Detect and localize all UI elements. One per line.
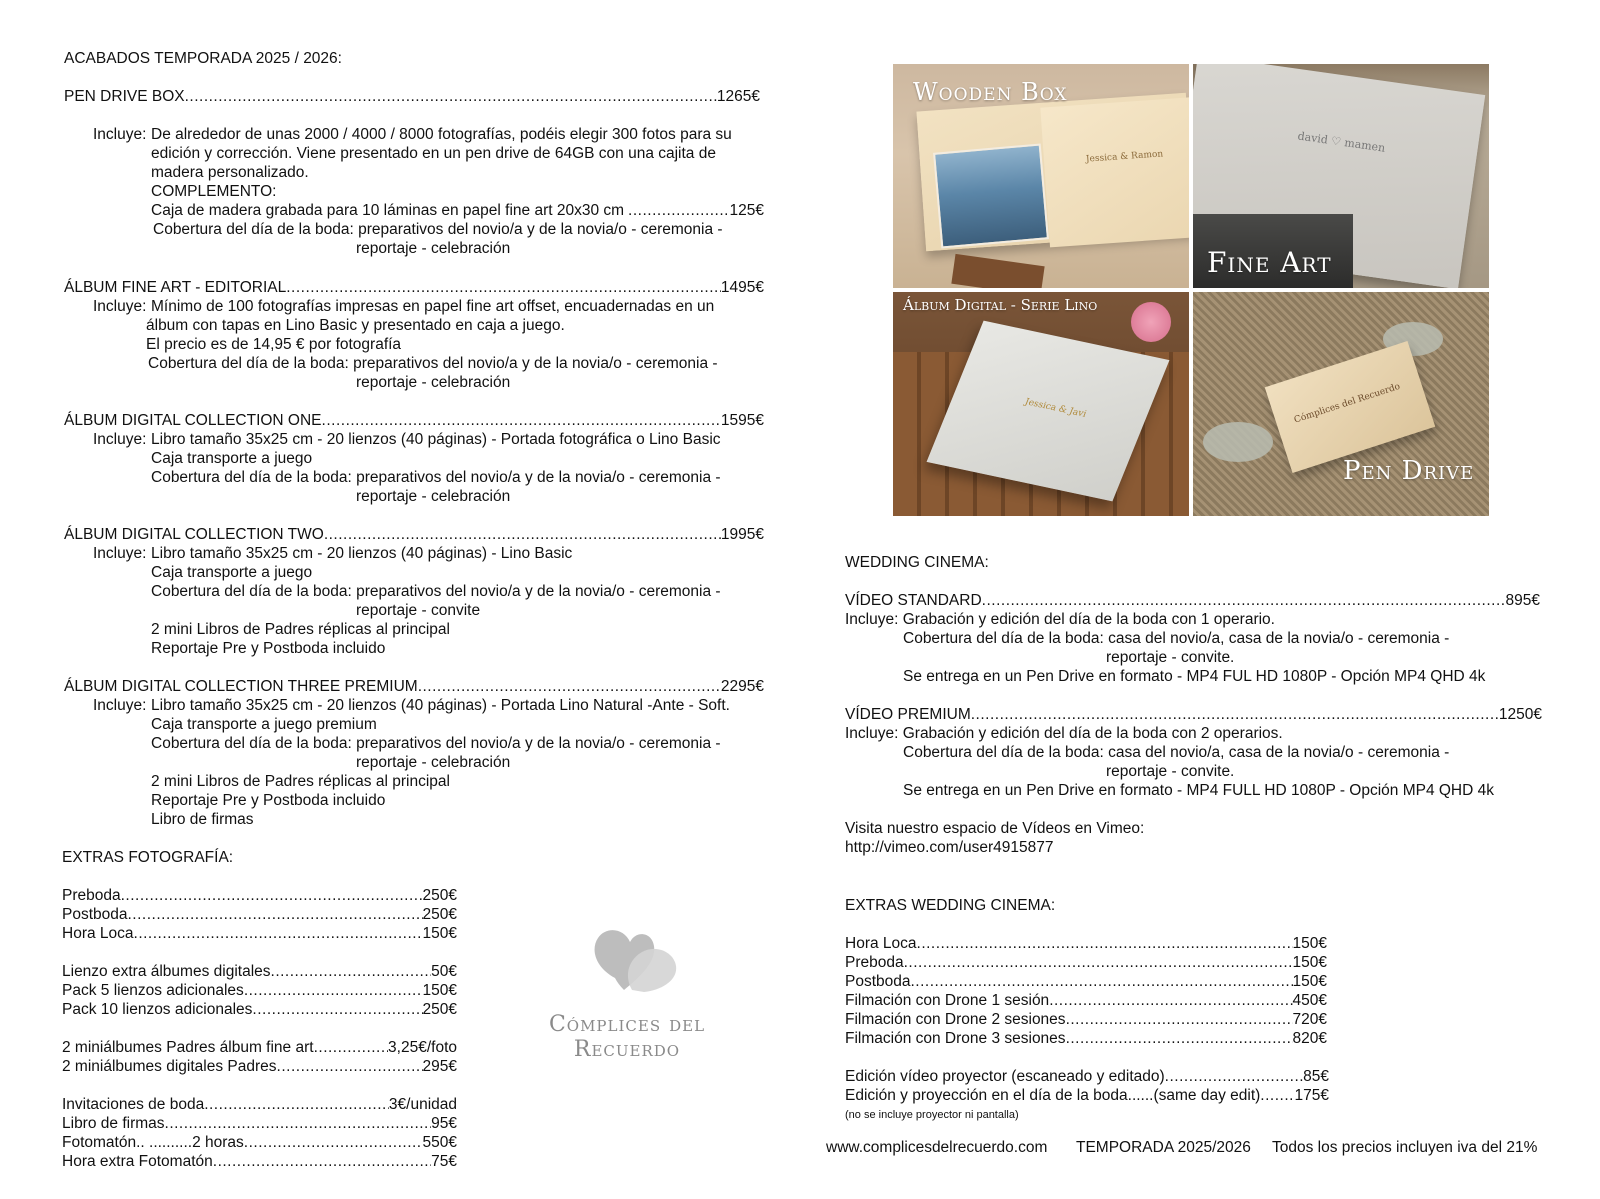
extra-label: 2 miniálbumes Padres álbum fine art xyxy=(62,1039,314,1056)
extra-price: 250€ xyxy=(422,887,457,904)
brand-logo xyxy=(512,920,742,1062)
extra-label: Libro de firmas xyxy=(62,1115,165,1132)
coverage-line: Cobertura del día de la boda: casa del novio/a, casa de la novia/o - ceremonia - xyxy=(903,630,1450,647)
extra-price: 450€ xyxy=(1292,992,1327,1009)
extra-label: Filmación con Drone 2 sesiones xyxy=(845,1011,1066,1028)
extra-row xyxy=(62,1114,457,1133)
description-line: Caja transporte a juego premium xyxy=(151,716,377,733)
leather-strap xyxy=(951,254,1044,288)
extra-row xyxy=(62,981,457,1000)
product-price: 1265€ xyxy=(716,88,760,105)
includes-line: Incluye: Grabación y edición del día de la boda con 1 operario. xyxy=(845,611,1275,628)
extra-row xyxy=(62,1133,457,1152)
extra-label: Hora Loca xyxy=(845,935,917,952)
includes-label: Incluye: xyxy=(93,697,147,714)
coverage-line: reportaje - celebración xyxy=(356,240,511,257)
product-title: ÁLBUM FINE ART - EDITORIAL xyxy=(64,279,287,296)
print-photo xyxy=(933,143,1049,248)
description-line: Reportaje Pre y Postboda incluido xyxy=(151,792,386,809)
video-standard-row xyxy=(845,591,1540,610)
projector-row xyxy=(845,1067,1329,1086)
coverage-line: Cobertura del día de la boda: preparativos del novio/a y de la novia/o - ceremonia - xyxy=(153,221,723,238)
collection-two-row xyxy=(64,525,764,544)
heart-logo-icon xyxy=(512,920,742,1000)
includes-label: Incluye: xyxy=(93,545,147,562)
extra-row xyxy=(62,1095,457,1114)
vimeo-link[interactable]: http://vimeo.com/user4915877 xyxy=(845,839,1054,856)
description-line: De alrededor de unas 2000 / 4000 / 8000 fotografías, podéis elegir 300 fotos para su xyxy=(151,126,732,143)
extra-label: Edición y proyección en el día de la boda......(same day edit) xyxy=(845,1087,1261,1104)
extra-price: 85€ xyxy=(1303,1068,1329,1085)
description-line: 2 mini Libros de Padres réplicas al principal xyxy=(151,773,450,790)
extra-row xyxy=(62,924,457,943)
description-line: edición y corrección. Viene presentado en un pen drive de 64GB con una cajita de xyxy=(151,145,716,162)
product-title: ÁLBUM DIGITAL COLLECTION TWO xyxy=(64,526,324,543)
extras-heading: EXTRAS FOTOGRAFÍA: xyxy=(62,849,234,866)
coverage-line: reportaje - celebración xyxy=(356,488,511,505)
extra-label: Filmación con Drone 1 sesión xyxy=(845,992,1050,1009)
description-line: Libro tamaño 35x25 cm - 20 lienzos (40 páginas) - Lino Basic xyxy=(151,545,573,562)
extra-price: 150€ xyxy=(422,925,457,942)
product-price: 1595€ xyxy=(720,412,764,429)
collection-one-row xyxy=(64,411,764,430)
includes-line: Incluye: Grabación y edición del día de la boda con 2 operarios. xyxy=(845,725,1283,742)
extra-label: Invitaciones de boda xyxy=(62,1096,205,1113)
coverage-line: Cobertura del día de la boda: casa del novio/a, casa de la novia/o - ceremonia - xyxy=(903,744,1450,761)
pen-drive-photo xyxy=(1193,292,1489,516)
complement-heading: COMPLEMENTO: xyxy=(151,183,277,200)
product-title: VÍDEO PREMIUM xyxy=(845,706,971,723)
tax-note: Todos los precios incluyen iva del 21% xyxy=(1272,1139,1538,1156)
album-cover-text: david ♡ mamen xyxy=(1296,129,1387,155)
extra-label: Fotomatón.. ..........2 horas xyxy=(62,1134,244,1151)
rose-decoration xyxy=(1131,302,1171,342)
projector-note: (no se incluye proyector ni pantalla) xyxy=(845,1109,1019,1121)
wooden-box-lid xyxy=(1040,97,1189,248)
description-line: álbum con tapas en Lino Basic y presentado en caja a juego. xyxy=(146,317,565,334)
extra-label: Preboda xyxy=(845,954,904,971)
delivery-line: Se entrega en un Pen Drive en formato - MP4 FUL HD 1080P - Opción MP4 QHD 4k xyxy=(903,668,1486,685)
album-digital-photo xyxy=(893,292,1189,516)
extra-label: Filmación con Drone 3 sesiones xyxy=(845,1030,1066,1047)
product-price: 1495€ xyxy=(720,279,764,296)
cinema-extra-row xyxy=(845,934,1327,953)
fine-art-row xyxy=(64,278,764,297)
fine-art-caption: Fine Art xyxy=(1207,246,1332,279)
extra-price: 250€ xyxy=(422,906,457,923)
pen-drive-box-row xyxy=(64,87,760,106)
description-line: Reportaje Pre y Postboda incluido xyxy=(151,640,386,657)
complement-row xyxy=(151,201,764,220)
extra-label: Hora extra Fotomatón xyxy=(62,1153,213,1170)
extra-price: 550€ xyxy=(422,1134,457,1151)
extra-row xyxy=(62,905,457,924)
extra-price: 150€ xyxy=(1292,973,1327,990)
vimeo-text: Visita nuestro espacio de Vídeos en Vimeo: xyxy=(845,820,1145,837)
cinema-extra-row xyxy=(845,972,1327,991)
description-line: Caja transporte a juego xyxy=(151,450,313,467)
extra-price: 720€ xyxy=(1292,1011,1327,1028)
projector-row xyxy=(845,1086,1329,1105)
cinema-extra-row xyxy=(845,991,1327,1010)
extra-price: 150€ xyxy=(1292,935,1327,952)
coverage-line: reportaje - convite. xyxy=(1106,763,1235,780)
album-digital-caption: Álbum Digital - Serie Lino xyxy=(903,296,1098,314)
website-link[interactable]: www.complicesdelrecuerdo.com xyxy=(826,1139,1048,1156)
extra-label: Preboda xyxy=(62,887,121,904)
extra-label: Hora Loca xyxy=(62,925,134,942)
extra-row xyxy=(62,962,457,981)
extra-price: 295€ xyxy=(422,1058,457,1075)
extra-label: Postboda xyxy=(845,973,911,990)
includes-label: Incluye: xyxy=(93,126,147,143)
complement-label: Caja de madera grabada para 10 láminas en papel fine art 20x30 cm xyxy=(151,202,625,219)
extra-price: 95€ xyxy=(431,1115,457,1132)
page-heading: ACABADOS TEMPORADA 2025 / 2026: xyxy=(64,50,342,67)
extra-row xyxy=(62,1000,457,1019)
coverage-line: Cobertura del día de la boda: preparativos del novio/a y de la novia/o - ceremonia - xyxy=(151,735,721,752)
extra-label: Edición vídeo proyector (escaneado y editado) xyxy=(845,1068,1165,1085)
extra-price: 3,25€/foto xyxy=(388,1039,457,1056)
extra-row xyxy=(62,1038,457,1057)
cinema-extra-row xyxy=(845,1029,1327,1048)
extra-label: Pack 5 lienzos adicionales xyxy=(62,982,244,999)
product-price: 2295€ xyxy=(720,678,764,695)
fine-art-photo xyxy=(1193,64,1489,288)
extra-label: Lienzo extra álbumes digitales xyxy=(62,963,271,980)
coverage-line: reportaje - celebración xyxy=(356,374,511,391)
extra-row xyxy=(62,1152,457,1171)
extra-label: 2 miniálbumes digitales Padres xyxy=(62,1058,277,1075)
extra-row xyxy=(62,1057,457,1076)
description-line: 2 mini Libros de Padres réplicas al principal xyxy=(151,621,450,638)
coverage-line: Cobertura del día de la boda: preparativos del novio/a y de la novia/o - ceremonia - xyxy=(148,355,718,372)
delivery-line: Se entrega en un Pen Drive en formato - MP4 FULL HD 1080P - Opción MP4 QHD 4k xyxy=(903,782,1494,799)
description-line: Libro tamaño 35x25 cm - 20 lienzos (40 páginas) - Portada Lino Natural -Ante - Soft. xyxy=(151,697,730,714)
description-line: Libro tamaño 35x25 cm - 20 lienzos (40 páginas) - Portada fotográfica o Lino Basic xyxy=(151,431,721,448)
extra-price: 150€ xyxy=(1292,954,1327,971)
product-price: 895€ xyxy=(1505,592,1540,609)
product-price: 1250€ xyxy=(1498,706,1542,723)
cinema-extra-row xyxy=(845,1010,1327,1029)
cinema-extra-row xyxy=(845,953,1327,972)
cinema-heading: WEDDING CINEMA: xyxy=(845,554,989,571)
extra-price: 150€ xyxy=(422,982,457,999)
extra-label: Pack 10 lienzos adicionales xyxy=(62,1001,253,1018)
logo-text: Cómplices del Recuerdo xyxy=(548,1012,706,1062)
album-cover-names: Jessica & Javi xyxy=(1023,397,1088,420)
season-label: TEMPORADA 2025/2026 xyxy=(1076,1139,1251,1156)
product-title: ÁLBUM DIGITAL COLLECTION ONE xyxy=(64,412,322,429)
description-line: Libro de firmas xyxy=(151,811,254,828)
coverage-line: Cobertura del día de la boda: preparativos del novio/a y de la novia/o - ceremonia - xyxy=(151,583,721,600)
extra-price: 820€ xyxy=(1292,1030,1327,1047)
extra-label: Postboda xyxy=(62,906,128,923)
coverage-line: reportaje - convite. xyxy=(1106,649,1235,666)
product-title: ÁLBUM DIGITAL COLLECTION THREE PREMIUM xyxy=(64,678,418,695)
description-line: madera personalizado. xyxy=(151,164,309,181)
complement-price: 125€ xyxy=(729,202,764,219)
product-title: VÍDEO STANDARD xyxy=(845,592,982,609)
collection-three-row xyxy=(64,677,764,696)
video-premium-row xyxy=(845,705,1542,724)
extra-price: 75€ xyxy=(431,1153,457,1170)
wooden-box-photo xyxy=(893,64,1189,288)
product-title: PEN DRIVE BOX xyxy=(64,88,185,105)
coverage-line: Cobertura del día de la boda: preparativos del novio/a y de la novia/o - ceremonia - xyxy=(151,469,721,486)
pen-drive-box xyxy=(1265,341,1435,473)
product-price: 1995€ xyxy=(720,526,764,543)
extra-price: 175€ xyxy=(1294,1087,1329,1104)
cinema-extras-heading: EXTRAS WEDDING CINEMA: xyxy=(845,897,1056,914)
extra-price: 250€ xyxy=(422,1001,457,1018)
includes-label: Incluye: xyxy=(93,431,147,448)
pen-drive-logo: Cómplices del Recuerdo xyxy=(1293,381,1402,426)
wooden-box-caption: Wooden Box xyxy=(913,78,1068,106)
description-line: Caja transporte a juego xyxy=(151,564,313,581)
description-line: El precio es de 14,95 € por fotografía xyxy=(146,336,402,353)
includes-label: Incluye: xyxy=(93,298,147,315)
extra-price: 3€/unidad xyxy=(388,1096,457,1113)
box-engraving: Jessica & Ramon xyxy=(1085,149,1164,165)
extra-price: 50€ xyxy=(431,963,457,980)
leaf-decoration xyxy=(1203,422,1273,462)
coverage-line: reportaje - celebración xyxy=(356,754,511,771)
coverage-line: reportaje - convite xyxy=(356,602,481,619)
description-line: Mínimo de 100 fotografías impresas en papel fine art offset, encuadernadas en un xyxy=(151,298,715,315)
extra-row xyxy=(62,886,457,905)
pen-drive-caption: Pen Drive xyxy=(1343,456,1475,486)
